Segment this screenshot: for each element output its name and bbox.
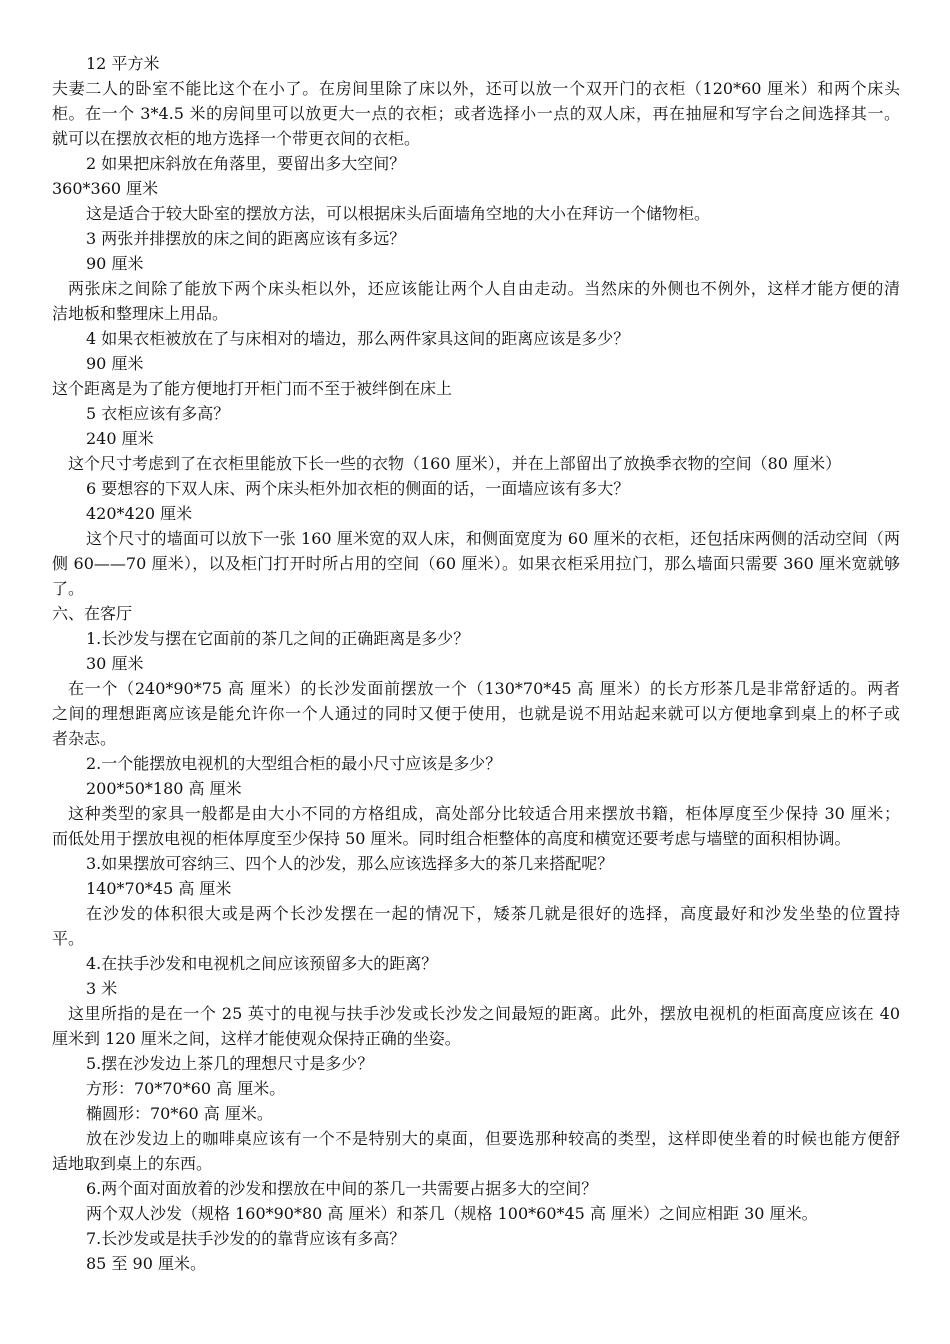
text-line: 这是适合于较大卧室的摆放方法，可以根据床头后面墙角空地的大小在拜访一个储物柜。	[86, 204, 711, 223]
text-line: 平。	[52, 929, 85, 948]
answer-value: 椭圆形：70*60 高 厘米。	[86, 1104, 273, 1123]
question-heading: 5 衣柜应该有多高？	[86, 404, 230, 423]
text-line: 侧 60——70 厘米），以及柜门打开时所占用的空间（60 厘米）。如果衣柜采用拉门，那么墙面只需要 360 厘米宽就够	[52, 554, 900, 573]
question-heading: 2 如果把床斜放在角落里，要留出多大空间？	[86, 154, 406, 173]
text-line: 者杂志。	[52, 729, 117, 748]
answer-value: 360*360 厘米	[52, 179, 159, 198]
text-line: 两个双人沙发（规格 160*90*80 高 厘米）和茶几（规格 100*60*45 高 厘米）之间应相距 30 厘米。	[86, 1204, 818, 1223]
answer-value: 85 至 90 厘米。	[86, 1254, 206, 1273]
text-line: 两张床之间除了能放下两个床头柜以外，还应该能让两个人自由走动。当然床的外侧也不例外，这样才能方便的清	[68, 279, 900, 298]
text-line: 适地取到桌上的东西。	[52, 1154, 213, 1173]
answer-value: 3 米	[86, 979, 118, 998]
text-line: 这个尺寸考虑到了在衣柜里能放下长一些的衣物（160 厘米），并在上部留出了放换季衣物的空间（80 厘米）	[68, 454, 842, 473]
text-line: 这种类型的家具一般都是由大小不同的方格组成，高处部分比较适合用来摆放书籍，柜体厚度至少保持 30 厘米；	[68, 804, 900, 823]
text-line: 这里所指的是在一个 25 英寸的电视与扶手沙发或长沙发之间最短的距离。此外，摆放电视机的柜面高度应该在 40	[68, 1004, 900, 1023]
text-line: 了。	[52, 579, 85, 598]
text-line: 在一个（240*90*75 高 厘米）的长沙发面前摆放一个（130*70*45 高 厘米）的长方形茶几是非常舒适的。两者	[68, 679, 900, 698]
answer-value: 420*420 厘米	[86, 504, 193, 523]
text-line: 12 平方米	[86, 54, 160, 73]
question-heading: 1.长沙发与摆在它面前的茶几之间的正确距离是多少？	[86, 629, 470, 648]
section-heading: 六、在客厅	[52, 604, 133, 623]
question-heading: 2.一个能摆放电视机的大型组合柜的最小尺寸应该是多少？	[86, 754, 502, 773]
question-heading: 6 要想容的下双人床、两个床头柜外加衣柜的侧面的话，一面墙应该有多大？	[86, 479, 630, 498]
text-line: 在沙发的体积很大或是两个长沙发摆在一起的情况下，矮茶几就是很好的选择，高度最好和沙发坐垫的位置持	[86, 904, 900, 923]
text-line: 洁地板和整理床上用品。	[52, 304, 229, 323]
question-heading: 3.如果摆放可容纳三、四个人的沙发，那么应该选择多大的茶几来搭配呢？	[86, 854, 614, 873]
question-heading: 4 如果衣柜被放在了与床相对的墙边，那么两件家具这间的距离应该是多少？	[86, 329, 630, 348]
text-line: 就可以在摆放衣柜的地方选择一个带更衣间的衣柜。	[52, 129, 421, 148]
question-heading: 3 两张并排摆放的床之间的距离应该有多远？	[86, 229, 406, 248]
text-line: 放在沙发边上的咖啡桌应该有一个不是特别大的桌面，但要选那种较高的类型，这样即使坐着的时候也能方便舒	[86, 1129, 900, 1148]
question-heading: 5.摆在沙发边上茶几的理想尺寸是多少？	[86, 1054, 374, 1073]
text-line: 而低处用于摆放电视的柜体厚度至少保持 50 厘米。同时组合柜整体的高度和横宽还要考虑与墙壁的面积相协调。	[52, 829, 851, 848]
text-line: 厘米到 120 厘米之间，这样才能使观众保持正确的坐姿。	[52, 1029, 461, 1048]
answer-value: 140*70*45 高 厘米	[86, 879, 232, 898]
text-line: 这个距离是为了能方便地打开柜门而不至于被绊倒在床上	[52, 379, 453, 398]
text-line: 柜。在一个 3*4.5 米的房间里可以放更大一点的衣柜；或者选择小一点的双人床，再在抽屉和写字台之间选择其一。	[52, 104, 900, 123]
answer-value: 方形：70*70*60 高 厘米。	[86, 1079, 286, 1098]
question-heading: 4.在扶手沙发和电视机之间应该预留多大的距离？	[86, 954, 438, 973]
answer-value: 240 厘米	[86, 429, 154, 448]
text-line: 夫妻二人的卧室不能比这个在小了。在房间里除了床以外，还可以放一个双开门的衣柜（120*60 厘米）和两个床头	[52, 79, 900, 98]
answer-value: 30 厘米	[86, 654, 144, 673]
question-heading: 7.长沙发或是扶手沙发的的靠背应该有多高？	[86, 1229, 406, 1248]
question-heading: 6.两个面对面放着的沙发和摆放在中间的茶几一共需要占据多大的空间？	[86, 1179, 598, 1198]
answer-value: 90 厘米	[86, 254, 144, 273]
answer-value: 90 厘米	[86, 354, 144, 373]
text-line: 这个尺寸的墙面可以放下一张 160 厘米宽的双人床，和侧面宽度为 60 厘米的衣柜，还包括床两侧的活动空间（两	[86, 529, 900, 548]
answer-value: 200*50*180 高 厘米	[86, 779, 242, 798]
text-line: 之间的理想距离应该是能允许你一个人通过的同时又便于使用，也就是说不用站起来就可以方便地拿到桌上的杯子或	[52, 704, 900, 723]
